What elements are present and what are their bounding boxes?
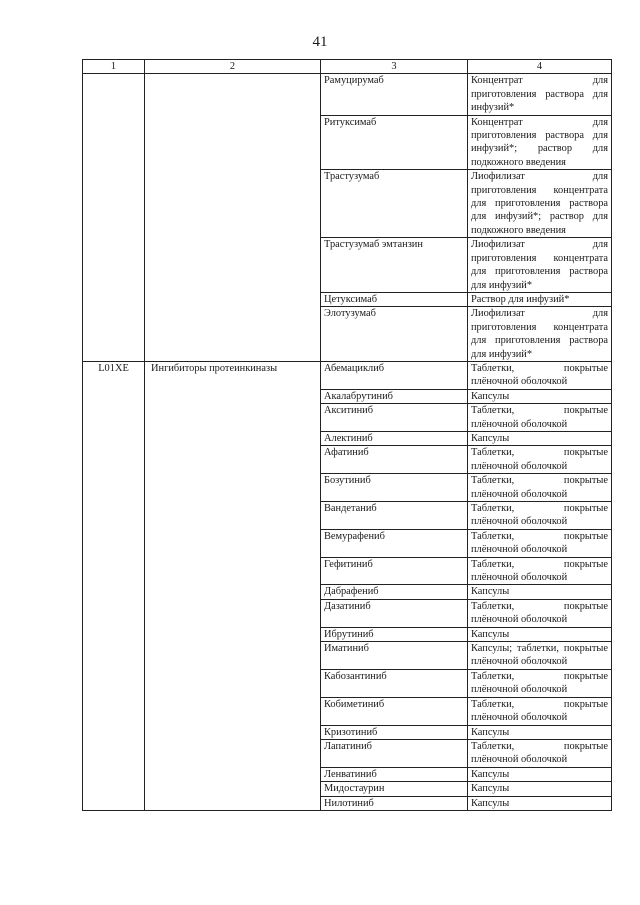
table-row — [83, 361, 612, 389]
drug-name-cell: Вемурафениб — [321, 529, 468, 557]
group-code-cell — [83, 74, 145, 362]
drug-name-cell: Лапатиниб — [321, 739, 468, 767]
dosage-form-cell: Капсулы — [468, 585, 612, 599]
drug-table — [82, 59, 612, 811]
drug-name-cell: Акалабрутиниб — [321, 389, 468, 403]
dosage-form-cell: Капсулы — [468, 725, 612, 739]
drug-name-cell: Ритуксимаб — [321, 115, 468, 170]
table-row — [83, 74, 612, 115]
drug-name-cell: Ибрутиниб — [321, 627, 468, 641]
group-name-cell: Ингибиторы протеинкиназы — [145, 361, 321, 810]
drug-name-cell: Кобиметиниб — [321, 697, 468, 725]
drug-name-cell: Трастузумаб — [321, 170, 468, 238]
drug-name-cell: Иматиниб — [321, 642, 468, 670]
dosage-form-cell: Таблетки, покрытые плёночной оболочкой — [468, 669, 612, 697]
dosage-form-cell: Таблетки, покрытые плёночной оболочкой — [468, 529, 612, 557]
dosage-form-cell: Капсулы — [468, 782, 612, 796]
drug-name-cell: Цетуксимаб — [321, 292, 468, 306]
column-header: 2 — [145, 60, 321, 74]
drug-name-cell: Вандетаниб — [321, 502, 468, 530]
dosage-form-cell: Таблетки, покрытые плёночной оболочкой — [468, 502, 612, 530]
dosage-form-cell: Таблетки, покрытые плёночной оболочкой — [468, 404, 612, 432]
dosage-form-cell: Таблетки, покрытые плёночной оболочкой — [468, 697, 612, 725]
dosage-form-cell: Таблетки, покрытые плёночной оболочкой — [468, 739, 612, 767]
dosage-form-cell: Таблетки, покрытые плёночной оболочкой — [468, 557, 612, 585]
column-header: 4 — [468, 60, 612, 74]
drug-name-cell: Абемациклиб — [321, 361, 468, 389]
dosage-form-cell: Таблетки, покрытые плёночной оболочкой — [468, 361, 612, 389]
column-header: 1 — [83, 60, 145, 74]
drug-name-cell: Дабрафениб — [321, 585, 468, 599]
dosage-form-cell: Лиофилизат для приготовления концентрата для приготовления раствора для инфузий* — [468, 238, 612, 293]
dosage-form-cell: Капсулы; таблетки, покрытые плёночной оболочкой — [468, 642, 612, 670]
drug-name-cell: Кризотиниб — [321, 725, 468, 739]
group-name-cell — [145, 74, 321, 362]
table-body — [83, 74, 612, 811]
dosage-form-cell: Таблетки, покрытые плёночной оболочкой — [468, 446, 612, 474]
drug-name-cell: Алектиниб — [321, 431, 468, 445]
group-code-cell: L01XE — [83, 361, 145, 810]
drug-name-cell: Гефитиниб — [321, 557, 468, 585]
dosage-form-cell: Капсулы — [468, 796, 612, 810]
drug-name-cell: Афатиниб — [321, 446, 468, 474]
page-number: 41 — [312, 34, 328, 50]
dosage-form-cell: Раствор для инфузий* — [468, 292, 612, 306]
drug-name-cell: Элотузумаб — [321, 307, 468, 362]
table-header-row — [83, 60, 612, 74]
dosage-form-cell: Лиофилизат для приготовления концентрата для приготовления раствора для инфузий*; раствор для подкожного введения — [468, 170, 612, 238]
drug-name-cell: Кабозантиниб — [321, 669, 468, 697]
drug-name-cell: Нилотиниб — [321, 796, 468, 810]
dosage-form-cell: Капсулы — [468, 767, 612, 781]
dosage-form-cell: Концентрат для приготовления раствора для инфузий* — [468, 74, 612, 115]
drug-name-cell: Мидостаурин — [321, 782, 468, 796]
dosage-form-cell: Лиофилизат для приготовления концентрата для приготовления раствора для инфузий* — [468, 307, 612, 362]
drug-name-cell: Ленватиниб — [321, 767, 468, 781]
dosage-form-cell: Капсулы — [468, 627, 612, 641]
drug-name-cell: Бозутиниб — [321, 474, 468, 502]
dosage-form-cell: Капсулы — [468, 389, 612, 403]
drug-name-cell: Трастузумаб эмтанзин — [321, 238, 468, 293]
dosage-form-cell: Таблетки, покрытые плёночной оболочкой — [468, 474, 612, 502]
drug-name-cell: Акситиниб — [321, 404, 468, 432]
drug-name-cell: Рамуцирумаб — [321, 74, 468, 115]
dosage-form-cell: Концентрат для приготовления раствора для инфузий*; раствор для подкожного введения — [468, 115, 612, 170]
dosage-form-cell: Капсулы — [468, 431, 612, 445]
dosage-form-cell: Таблетки, покрытые плёночной оболочкой — [468, 599, 612, 627]
drug-name-cell: Дазатиниб — [321, 599, 468, 627]
column-header: 3 — [321, 60, 468, 74]
